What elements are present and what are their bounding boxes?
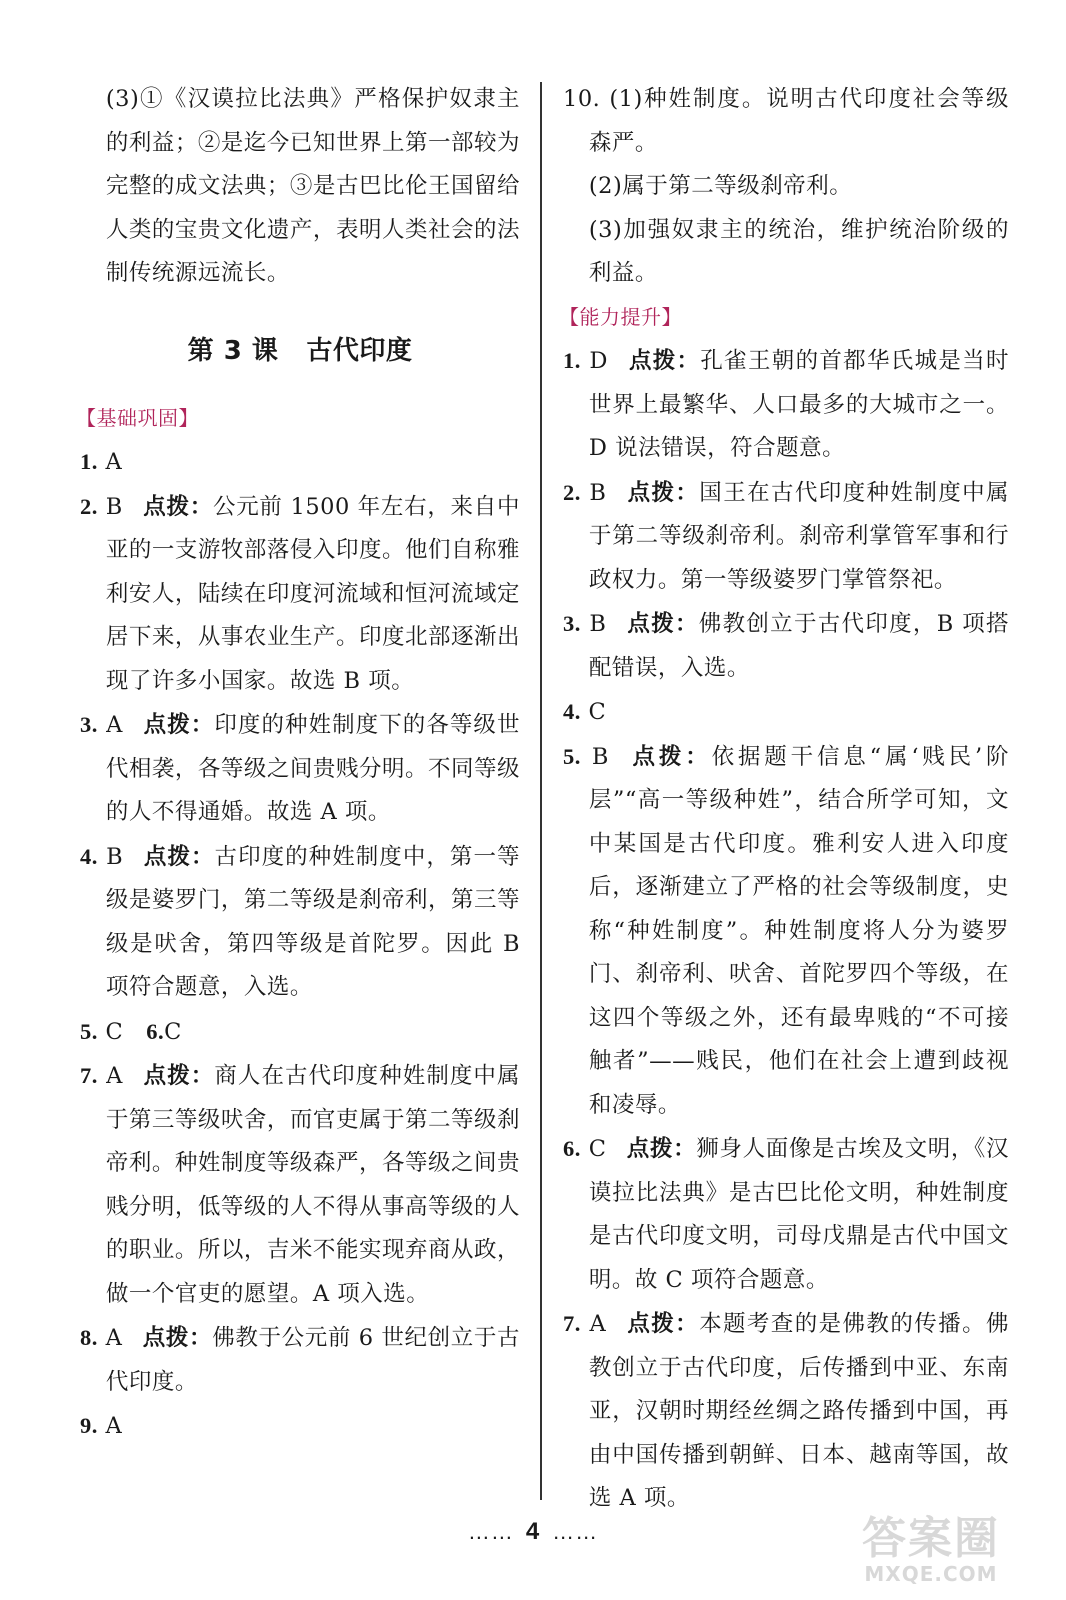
hint-label: 点拨： [626,1311,700,1337]
answer-item: 7. A 点拨：商人在古代印度种姓制度中属于第三等级吠舍，而官吏属于第二等级刹帝利。种姓制度等级森严，各等级之间贵贱分明，低等级的人不得从事高等级的人的职业。所以，吉米不能实现弃商从政，做一个官吏的愿望。A 项入选。 [80,1063,520,1307]
answer-item: 8. A 点拨：佛教于公元前 6 世纪创立于古代印度。 [80,1325,521,1395]
lesson-title [80,330,520,373]
page-number: 4 [525,1518,541,1545]
answer-item: 1. A [80,449,123,475]
lesson-number: 第 3 课 [187,335,279,366]
answer-item: 7. A 点拨：本题考查的是佛教的传播。佛教创立于古代印度，后传播到中亚、东南亚，汉朝时期经丝绸之路传播到中国，再由中国传播到朝鲜、日本、越南等国，故选 A 项。 [563,1311,1009,1511]
watermark-chars: 答案圈 [862,1513,1000,1564]
site-watermark [826,1513,1036,1586]
hint-label: 点拨： [628,348,701,374]
footer-dots-left: …… [467,1519,514,1544]
answer-10-line-2: (2)属于第二等级刹帝利。 [588,173,853,199]
column-divider [540,82,542,1500]
footer-dots-right: …… [552,1519,599,1544]
section-tag-advanced: 【能力提升】 [559,304,682,329]
answer-3-previous-lesson: (3)①《汉谟拉比法典》严格保护奴隶主的利益；②是迄今已知世界上第一部较为完整的成文法典；③是古巴比伦王国留给人类的宝贵文化遗产，表明人类社会的法制传统源远流长。 [105,86,520,286]
answer-item: 3. A 点拨：印度的种姓制度下的各等级世代相袭，各等级之间贵贱分明。不同等级的人不得通婚。故选 A 项。 [80,712,520,825]
section-tag-basic: 【基础巩固】 [76,405,199,430]
hint-label: 点拨： [143,843,215,870]
watermark-url: MXQE.COM [864,1562,998,1586]
answer-item: 5. C 6.C [80,1018,182,1045]
hint-label: 点拨： [626,479,700,506]
answer-item: 6. C 点拨：狮身人面像是古埃及文明，《汉谟拉比法典》是古巴比伦文明，种姓制度是古代印度文明，司母戊鼎是古代中国文明。故 C 项符合题意。 [563,1136,1009,1293]
hint-label: 点拨： [143,493,213,520]
answer-item: 2. B 点拨：国王在古代印度种姓制度中属于第二等级刹帝利。刹帝利掌管军事和行政权力。第一等级婆罗门掌管祭祀。 [563,479,1009,593]
hint-label: 点拨： [626,1136,697,1162]
answer-item: 1. D 点拨：孔雀王朝的首都华氏城是当时世界上最繁华、人口最多的大城市之一。D 说法错误，符合题意。 [563,348,1009,461]
answer-10-line-1: 10. (1)种姓制度。说明古代印度社会等级森严。 [563,86,1009,156]
answer-item: 4. C [563,699,607,725]
left-column [76,78,521,1449]
answer-10-line-3: (3)加强奴隶主的统治，维护统治阶级的利益。 [588,216,1009,286]
answer-item: 5. B 点拨：依据题干信息“属‘贱民’阶层”“高一等级种姓”，结合所学可知，文中某国是古代印度。雅利安人进入印度后，逐渐建立了严格的社会等级制度，史称“种姓制度”。种姓制度将人分为婆罗门、刹帝利、吠舍、首陀罗四个等级，在这四个等级之外，还有最卑贱的“不可接触者”——贱民，他们在社会上遭到歧视和凌辱。 [563,743,1009,1118]
lesson-name: 古代印度 [306,335,413,366]
hint-label: 点拨： [629,743,712,770]
answer-item: 3. B 点拨：佛教创立于古代印度，B 项搭配错误，入选。 [563,611,1009,681]
answer-item: 9. A [80,1413,123,1439]
answer-item: 2. B 点拨：公元前 1500 年左右，来自中亚的一支游牧部落侵入印度。他们自称雅利安人，陆续在印度河流域和恒河流域定居下来，从事农业生产。印度北部逐渐出现了许多小国家。故选 B 项。 [80,493,520,694]
hint-label: 点拨： [626,611,699,637]
hint-label: 点拨： [143,712,215,738]
answer-item: 4. B 点拨：古印度的种姓制度中，第一等级是婆罗门，第二等级是刹帝利，第三等级是吠舍，第四等级是首陀罗。因此 B 项符合题意，入选。 [80,843,520,1000]
right-column [559,78,1009,1521]
hint-label: 点拨： [143,1063,215,1089]
hint-label: 点拨： [142,1325,213,1351]
